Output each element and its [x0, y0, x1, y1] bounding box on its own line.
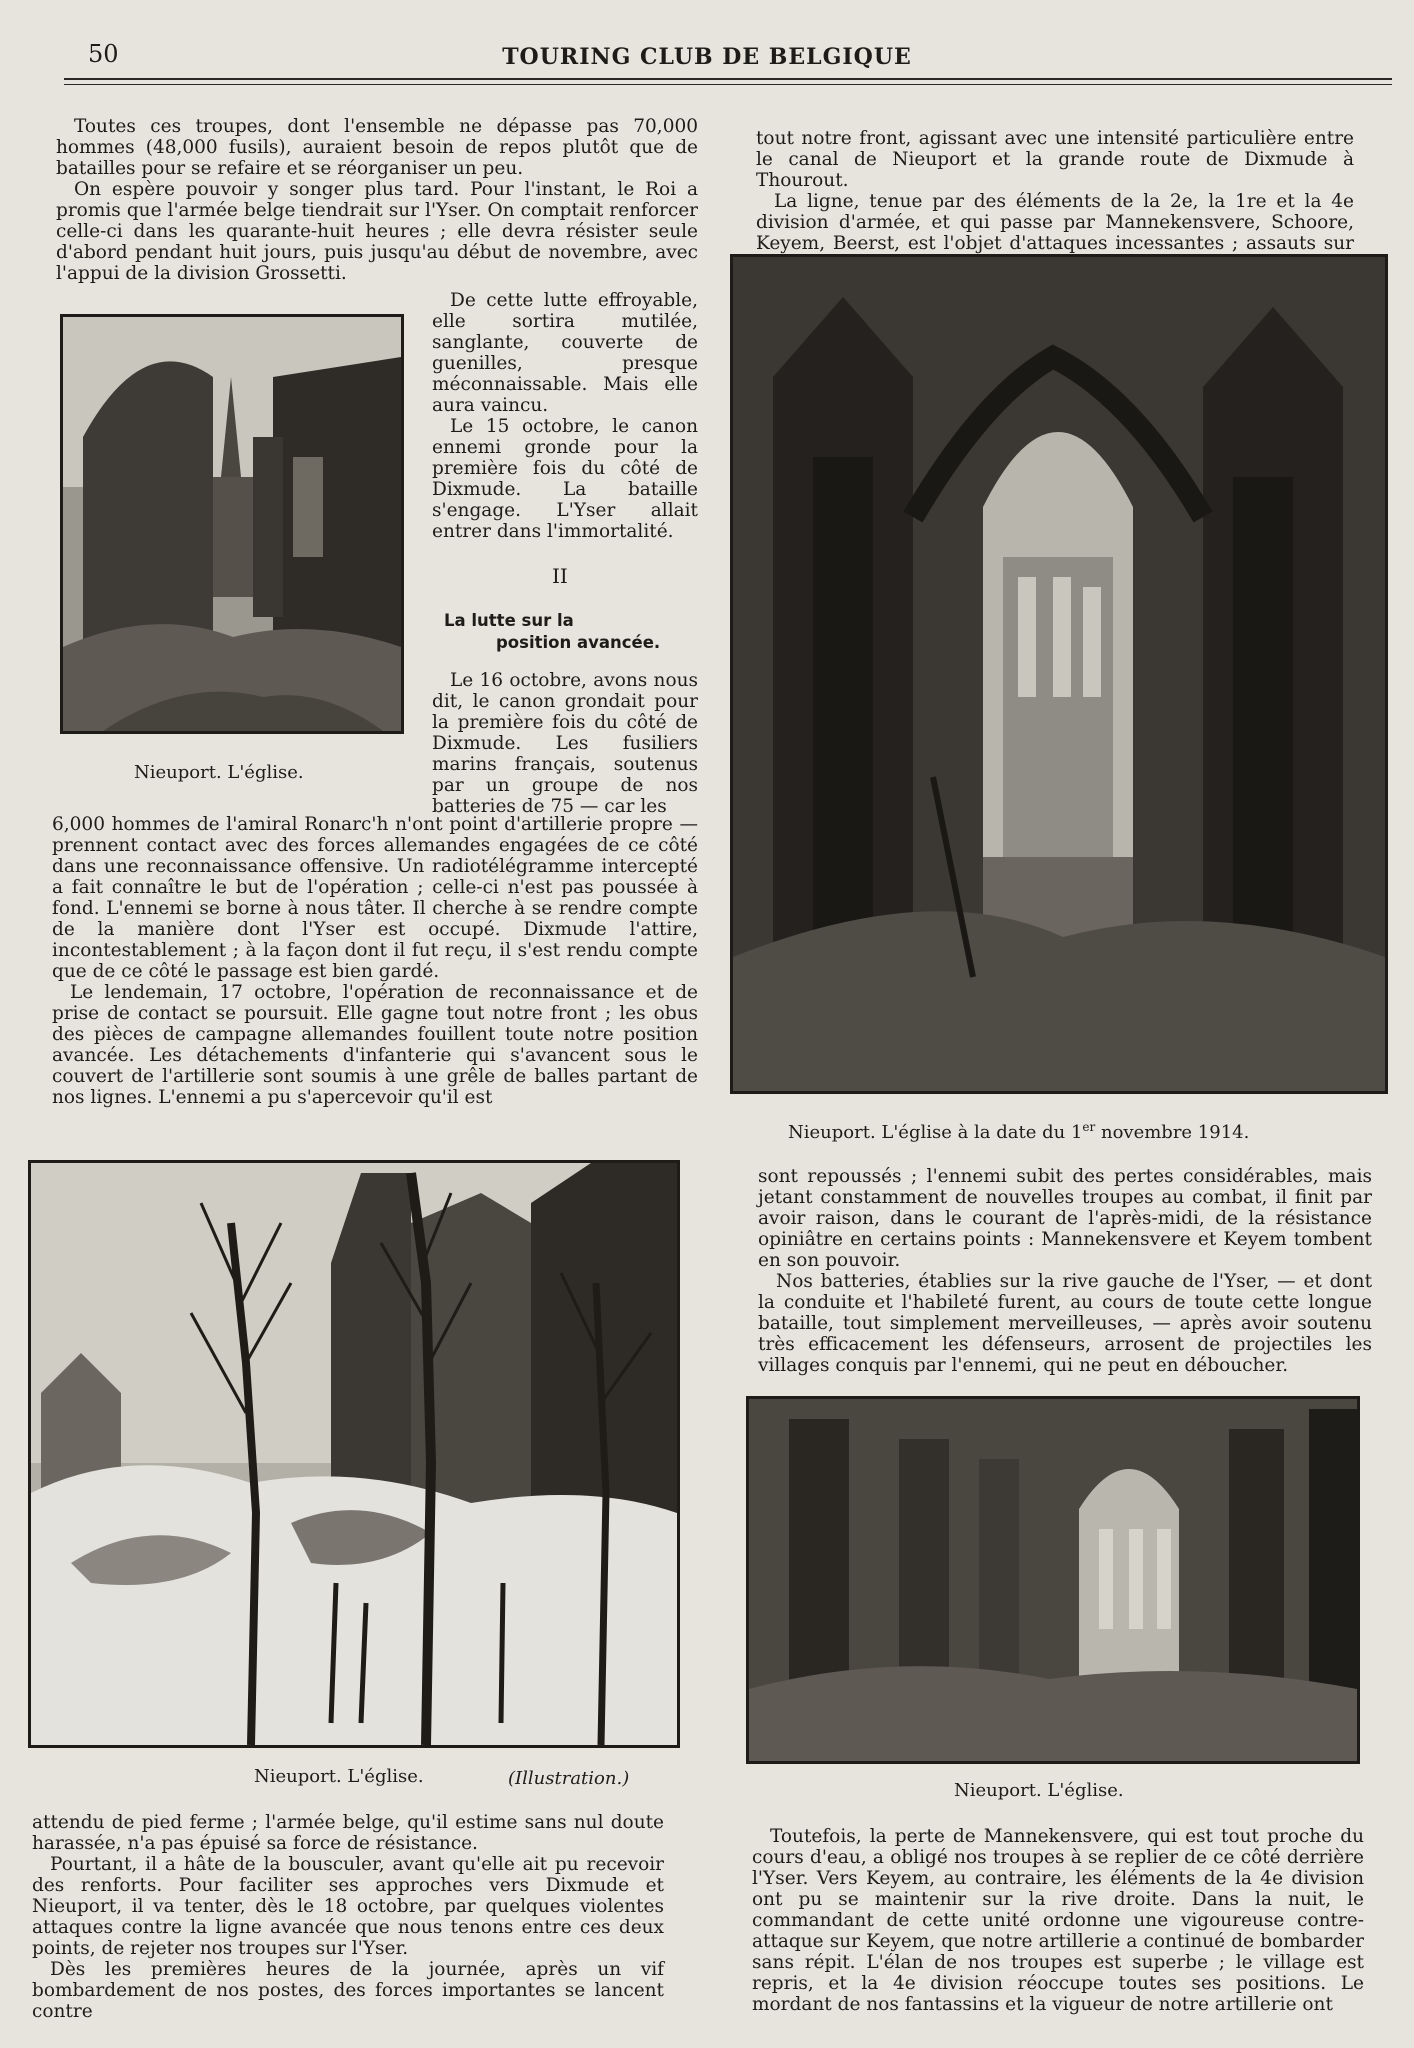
photo-church-columns [746, 1396, 1360, 1764]
photo-church-ruins-1 [60, 314, 404, 734]
header-rule [64, 78, 1392, 80]
paragraph: Toutefois, la perte de Mannekensvere, qui est tout proche du cours d'eau, a obligé nos troupes à se replier de ce côté derrière l'Yser. Vers Keyem, au contraire, les éléments de la 4e division ont pu se maintenir sur la rive droite. Dans la nuit, le commandant de cette unité ordonne une vigoureuse contre-attaque sur Keyem, que notre artillerie a continué de bombarder sans répit. L'élan de nos troupes est superbe ; le village est repris, et la 4e division réoccupe toutes ses positions. Le mordant de nos fantassins et la vigueur de notre artillerie ont [752, 1826, 1364, 2015]
photo-church-nave [730, 254, 1388, 1094]
caption-photo-1: Nieuport. L'église. [134, 762, 304, 783]
header-rule-thin [64, 84, 1392, 85]
section-number: II [552, 564, 568, 588]
paragraph: De cette lutte effroyable, elle sortira mutilée, sanglante, couverte de guenilles, presque méconnaissable. Mais elle aura vaincu. [432, 290, 698, 416]
paragraph: Le 15 octobre, le canon ennemi gronde pour la première fois du côté de Dixmude. La bataille s'engage. L'Yser allait entrer dans l'immortalité. [432, 416, 698, 542]
right-text-bottom [752, 1826, 1364, 2015]
paragraph: Le lendemain, 17 octobre, l'opération de reconnaissance et de prise de contact se poursuit. Elle gagne tout notre front ; les obus des pièces de campagne allemandes fouillent toute notre position avancée. Les détachements d'infanterie qui s'avancent sous le couvert de l'artillerie sont soumis à une grêle de balles partant de nos lignes. L'ennemi a pu s'apercevoir qu'il est [52, 982, 698, 1108]
section-title-line-1: La lutte sur la [444, 611, 574, 630]
paragraph: La ligne, tenue par des éléments de la 2e, la 1re et la 4e division d'armée, et qui passe par Mannekensvere, Schoore, Keyem, Beerst, est l'objet d'attaques incessantes ; assauts sur [756, 191, 1354, 254]
right-text-top [756, 128, 1354, 275]
paragraph: On espère pouvoir y songer plus tard. Pour l'instant, le Roi a promis que l'armée belge tiendrait sur l'Yser. On comptait renforcer celle-ci dans les quarante-huit heures ; elle devra résister seule d'abord pendant huit jours, puis jusqu'au début de novembre, avec l'appui de la division Grossetti. [56, 179, 698, 284]
paragraph: Pourtant, il a hâte de la bousculer, avant qu'elle ait pu recevoir des renforts. Pour faciliter ses approches vers Dixmude et Nieuport, il va tenter, dès le 18 octobre, par quelques violentes attaques contre la ligne avancée que nous tenons entre ces deux points, de rejeter nos troupes sur l'Yser. [32, 1854, 664, 1959]
running-title: TOURING CLUB DE BELGIQUE [502, 44, 912, 70]
caption-photo-3: Nieuport. L'église. [254, 1766, 424, 1787]
photo-church-snow [28, 1160, 680, 1748]
paragraph: Dès les premières heures de la journée, après un vif bombardement de nos postes, des forces importantes se lancent contre [32, 1959, 664, 2022]
right-text-middle [758, 1166, 1372, 1376]
paragraph: attendu de pied ferme ; l'armée belge, qu'il estime sans nul doute harassée, n'a pas épuisé sa force de résistance. [32, 1812, 664, 1854]
caption-photo-4: Nieuport. L'église. [954, 1780, 1124, 1801]
left-text-narrow-2 [432, 670, 698, 817]
paragraph: Toutes ces troupes, dont l'ensemble ne dépasse pas 70,000 hommes (48,000 fusils), auraient besoin de repos plutôt que de batailles pour se refaire et se réorganiser un peu. [56, 116, 698, 179]
caption-photo-3-credit: (Illustration.) [508, 1768, 630, 1789]
left-text-narrow [432, 290, 698, 542]
left-text-bottom [32, 1812, 664, 2022]
left-text-middle [52, 814, 698, 1108]
paragraph: Nos batteries, établies sur la rive gauche de l'Yser, — et dont la conduite et l'habileté furent, au cours de toute cette longue bataille, tout simplement merveilleuses, — après avoir soutenu très efficacement les défenseurs, arrosent de projectiles les villages conquis par l'ennemi, qui ne peut en déboucher. [758, 1271, 1372, 1376]
caption-photo-2: Nieuport. L'église à la date du 1er novembre 1914. [788, 1120, 1250, 1143]
page-number: 50 [88, 40, 119, 68]
paragraph: sont repoussés ; l'ennemi subit des pertes considérables, mais jetant constamment de nouvelles troupes au combat, il finit par avoir raison, dans le courant de l'après-midi, de la résistance opiniâtre en certains points : Mannekensvere et Keyem tombent en son pouvoir. [758, 1166, 1372, 1271]
paragraph: tout notre front, agissant avec une intensité particulière entre le canal de Nieuport et la grande route de Dixmude à Thourout. [756, 128, 1354, 191]
left-text-top [56, 116, 698, 284]
section-title-line-2: position avancée. [496, 633, 661, 652]
paragraph: Le 16 octobre, avons nous dit, le canon grondait pour la première fois du côté de Dixmude. Les fusiliers marins français, soutenus par un groupe de nos batteries de 75 — car les [432, 670, 698, 817]
paragraph: 6,000 hommes de l'amiral Ronarc'h n'ont point d'artillerie propre — prennent contact avec des forces allemandes engagées de ce côté dans une reconnaissance offensive. Un radiotélégramme intercepté a fait connaître le but de l'opération ; celle-ci n'est pas poussée à fond. L'ennemi se borne à nous tâter. Il cherche à se rendre compte de la manière dont l'Yser est occupé. Dixmude l'attire, incontestablement ; à la façon dont il fut reçu, il s'est rendu compte que de ce côté le passage est bien gardé. [52, 814, 698, 982]
